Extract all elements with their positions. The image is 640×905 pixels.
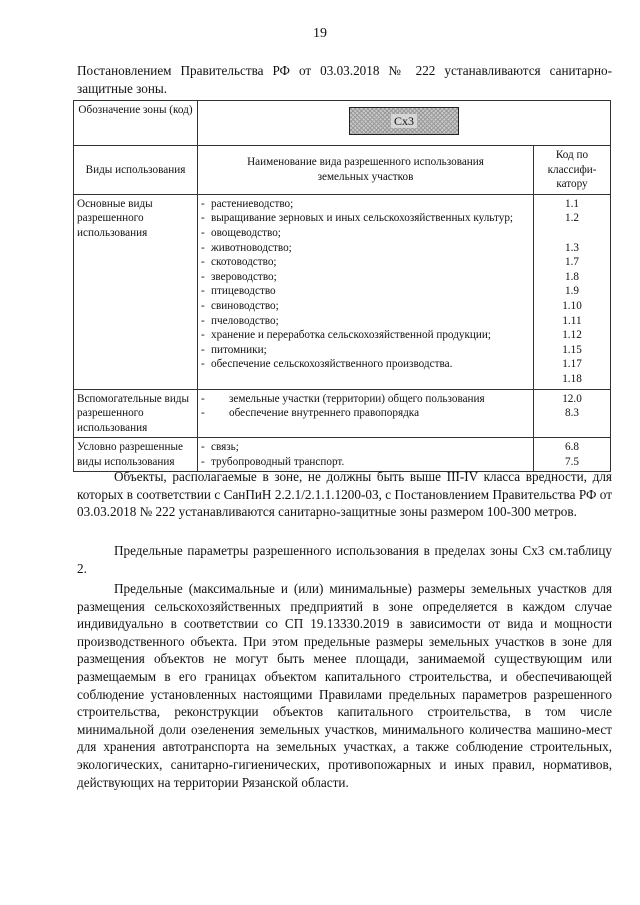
- code-item: 1.8: [565, 270, 579, 283]
- list-item: - пчеловодство;: [201, 314, 279, 327]
- list-item: - скотоводство;: [201, 256, 277, 269]
- code-item: 7.5: [565, 455, 579, 468]
- list-item: - птицеводство: [201, 285, 276, 298]
- code-item: 6.8: [565, 441, 579, 454]
- codes-main: [534, 194, 611, 389]
- table-row-conditional: [74, 438, 611, 472]
- zone-code: Сх3: [391, 114, 417, 129]
- category-main: Основные виды разрешенного использования: [74, 194, 198, 389]
- list-item: - выращивание зерновых и иных сельскохозяйственных культур;: [201, 212, 514, 225]
- code-item: 1.7: [565, 256, 579, 269]
- list-item: - растениеводство;: [201, 197, 294, 210]
- code-item: 1.1: [565, 197, 579, 210]
- list-item: - хранение и переработка сельскохозяйственной продукции;: [201, 329, 491, 342]
- uses-auxiliary: [198, 389, 534, 438]
- code-item: 1.11: [562, 314, 582, 327]
- list-item: - трубопроводный транспорт.: [201, 455, 345, 468]
- zone-code-row: [74, 101, 611, 146]
- code-item: 8.3: [565, 407, 579, 420]
- uses-conditional: [198, 438, 534, 472]
- code-item: 1.3: [565, 241, 579, 254]
- code-item: 1.15: [562, 343, 582, 356]
- codes-conditional: [534, 438, 611, 472]
- paragraph-class-limits: Объекты, располагаемые в зоне, не должны быть выше III-IV класса вредности, для которых в соответствии с СанПиН 2.2.1/2.1.1.1200-03, с Постановлением Правительства РФ от 03.03.2018 № 222 устанавливаются санитарно-защитные зоны размером 100-300 метров.: [77, 469, 612, 520]
- list-item: - обеспечение сельскохозяйственного производства.: [201, 358, 453, 371]
- list-item: - овощеводство;: [201, 226, 281, 239]
- zone-table: [73, 100, 611, 472]
- code-item: 1.2: [565, 212, 579, 225]
- list-item: - земельные участки (территории) общего пользования: [201, 392, 485, 405]
- zone-code-container: [198, 101, 611, 146]
- code-item: 12.0: [562, 392, 582, 405]
- uses-main: [198, 194, 534, 389]
- code-item: 1.10: [562, 299, 582, 312]
- header-code: Код по классифи-катору: [534, 146, 611, 195]
- code-item: 1.18: [562, 372, 582, 385]
- list-item: - свиноводство;: [201, 299, 279, 312]
- table-row-main: [74, 194, 611, 389]
- paragraph-plot-sizes: Предельные (максимальные и (или) минимальные) размеры земельных участков для размещения сельскохозяйственных предприятий в зоне определяется в каждом случае индивидуально в соответствии со СП 19.13330.2019 в зависимости от вида и мощности производственного объекта. При этом предельные размеры земельных участков в зоне для размещения объектов не могут быть менее площади, занимаемой существующим или размещаемым в его границах объектом капитального строительства, и обеспечивающей соблюдение установленных настоящими Правилами предельных параметров разрешенного строительства, реконструкции объектов капитального строительства, в том числе минимальной доли озеленения земельных участков, минимального количества машино-мест для хранения автотранспорта на земельных участках, а также соблюдение строительных, экологических, санитарно-гигиенических, противопожарных и иных правил, нормативов, действующих на территории Рязанской области.: [77, 581, 612, 790]
- zone-code-badge: [349, 107, 459, 135]
- list-item: - обеспечение внутреннего правопорядка: [201, 407, 420, 420]
- header-types: Виды использования: [74, 146, 198, 195]
- page-number: 19: [313, 26, 327, 41]
- intro-paragraph: Постановлением Правительства РФ от 03.03.2018 № 222 устанавливаются санитарно-защитные зоны.: [77, 63, 612, 96]
- table-row-auxiliary: [74, 389, 611, 438]
- category-conditional: Условно разрешенные виды использования: [74, 438, 198, 472]
- code-item: 1.17: [562, 358, 582, 371]
- category-auxiliary: Вспомогательные виды разрешенного использования: [74, 389, 198, 438]
- list-item: - звероводство;: [201, 270, 277, 283]
- paragraph-parameters-ref: Предельные параметры разрешенного использования в пределах зоны Сх3 см.таблицу 2.: [77, 543, 612, 576]
- header-row: [74, 146, 611, 195]
- list-item: - питомники;: [201, 343, 267, 356]
- code-item: 1.9: [565, 285, 579, 298]
- header-name: Наименование вида разрешенного использования земельных участков: [198, 146, 534, 195]
- code-item: 1.12: [562, 329, 582, 342]
- codes-auxiliary: [534, 389, 611, 438]
- zone-label: Обозначение зоны (код): [74, 101, 198, 146]
- list-item: - животноводство;: [201, 241, 292, 254]
- list-item: - связь;: [201, 441, 239, 454]
